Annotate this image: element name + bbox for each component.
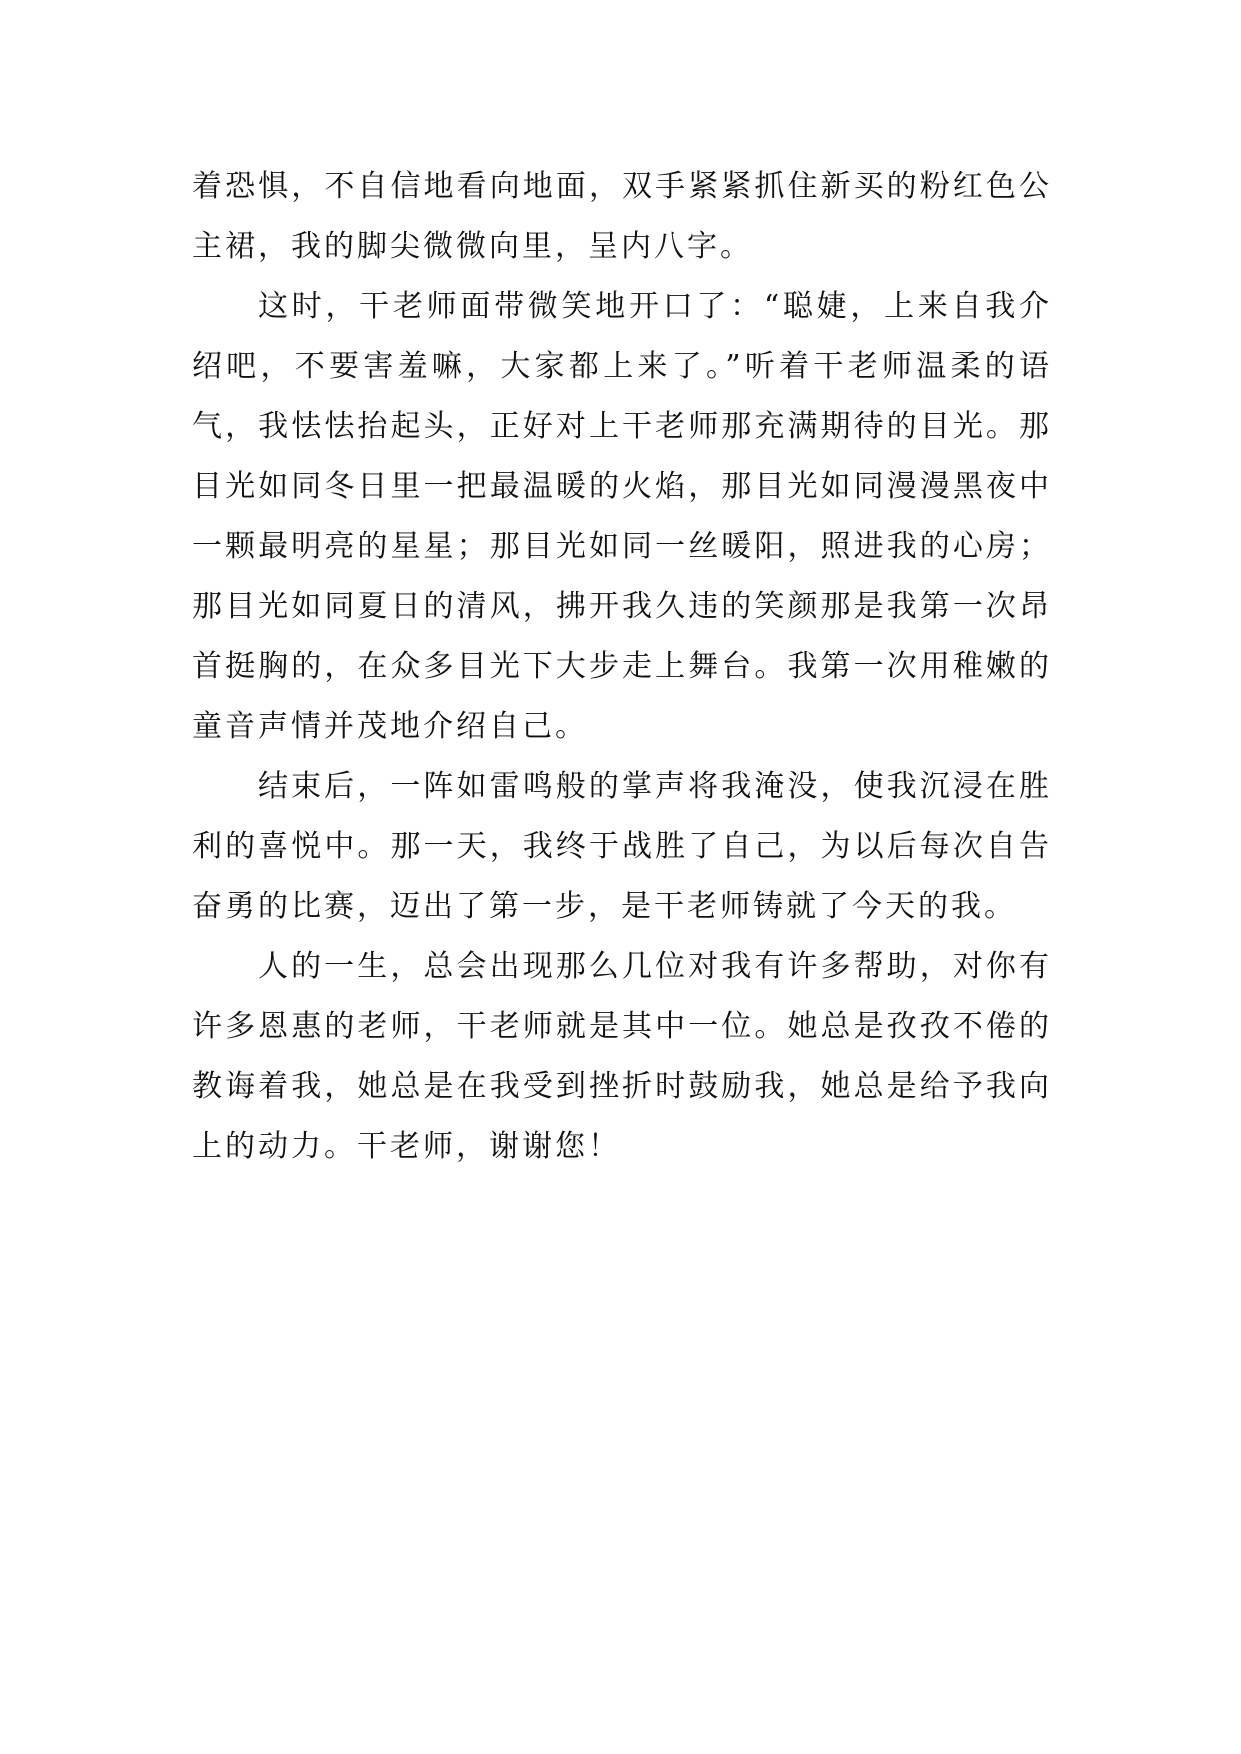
paragraph-1: 着恐惧，不自信地看向地面，双手紧紧抓住新买的粉红色公主裙，我的脚尖微微向里，呈内八字。 (192, 169, 1052, 264)
paragraph-2: 这时，干老师面带微笑地开口了：“聪婕，上来自我介绍吧，不要害羞嘛，大家都上来了。”听着干老师温柔的语气，我怯怯抬起头，正好对上干老师那充满期待的目光。那目光如同冬日里一把最温暖的火焰，那目光如同漫漫黑夜中一颗最明亮的星星；那目光如同一丝暖阳，照进我的心房；那目光如同夏日的清风，拂开我久违的笑颜那是我第一次昂首挺胸的，在众多目光下大步走上舞台。我第一次用稚嫩的童音声情并茂地介绍自己。 (192, 289, 1052, 744)
document-body (192, 157, 1052, 1177)
paragraph-4: 人的一生，总会出现那么几位对我有许多帮助，对你有许多恩惠的老师，干老师就是其中一位。她总是孜孜不倦的教诲着我，她总是在我受到挫折时鼓励我，她总是给予我向上的动力。干老师，谢谢您！ (192, 949, 1052, 1164)
paragraph-3: 结束后，一阵如雷鸣般的掌声将我淹没，使我沉浸在胜利的喜悦中。那一天，我终于战胜了自己，为以后每次自告奋勇的比赛，迈出了第一步，是干老师铸就了今天的我。 (192, 769, 1052, 924)
